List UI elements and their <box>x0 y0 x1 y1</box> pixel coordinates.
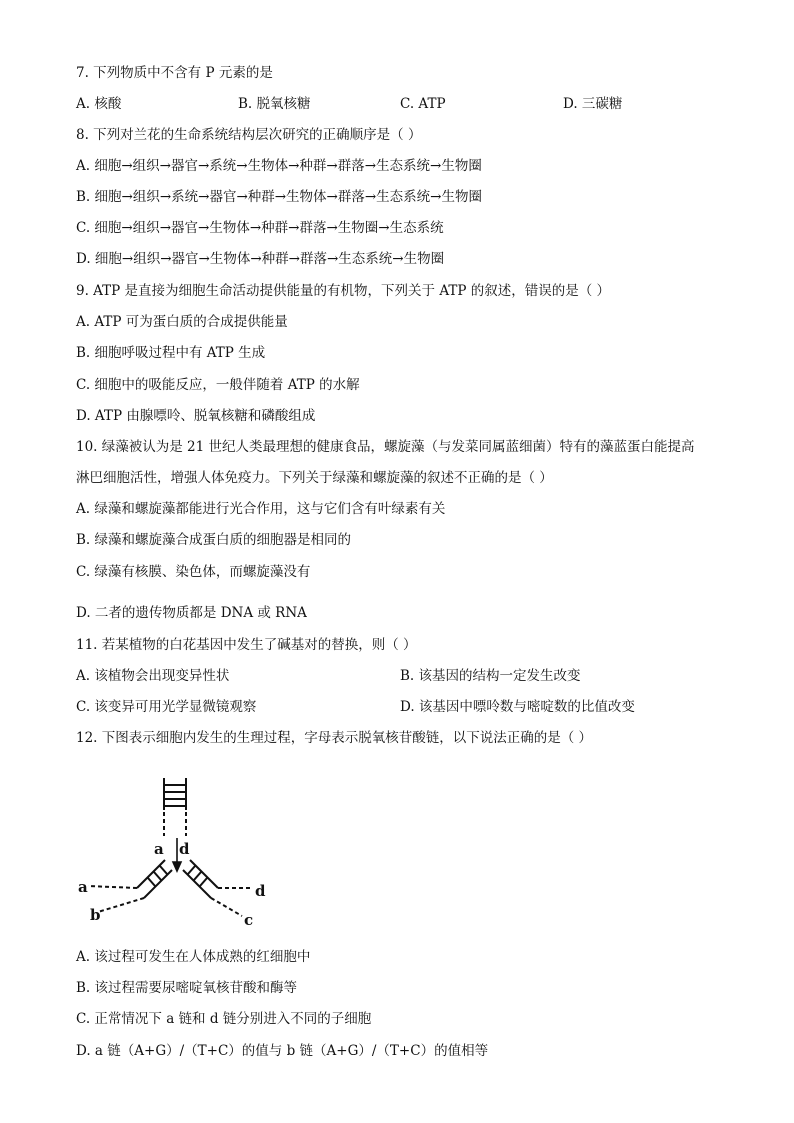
q8-option-c: C. 细胞→组织→器官→生物体→种群→群落→生物圈→生态系统 <box>76 220 444 236</box>
q9-option-a: A. ATP 可为蛋白质的合成提供能量 <box>76 314 288 330</box>
q10-option-b: B. 绿藻和螺旋藻合成蛋白质的细胞器是相同的 <box>76 532 352 548</box>
left-daughter-strands <box>88 860 172 912</box>
dna-replication-diagram <box>70 770 280 930</box>
q7-option-d: D. 三碳糖 <box>563 96 623 112</box>
q12-option-d: D. a 链（A+G）/（T+C）的值与 b 链（A+G）/（T+C）的值相等 <box>76 1043 489 1059</box>
q11-stem: 11. 若某植物的白花基因中发生了碱基对的替换，则（ ） <box>76 637 417 653</box>
right-daughter-strands <box>183 860 252 916</box>
q9-option-d: D. ATP 由腺嘌呤、脱氧核糖和磷酸组成 <box>76 408 316 424</box>
q9-stem: 9. ATP 是直接为细胞生命活动提供能量的有机物，下列关于 ATP 的叙述，错误的是（ ） <box>76 283 611 299</box>
q9-option-c: C. 细胞中的吸能反应，一般伴随着 ATP 的水解 <box>76 377 360 393</box>
q7-option-c: C. ATP <box>400 96 446 112</box>
q7-option-a: A. 核酸 <box>76 96 122 112</box>
label-a-left: a <box>78 878 88 896</box>
label-d-right: d <box>255 882 266 900</box>
q12-stem: 12. 下图表示细胞内发生的生理过程，字母表示脱氧核苷酸链，以下说法正确的是（ ） <box>76 730 593 746</box>
q10-option-d: D. 二者的遗传物质都是 DNA 或 RNA <box>76 605 307 621</box>
q10-stem-line2: 淋巴细胞活性，增强人体免疫力。下列关于绿藻和螺旋藻的叙述不正确的是（ ） <box>76 470 553 486</box>
q11-option-a: A. 该植物会出现变异性状 <box>76 668 230 684</box>
q10-stem-line1: 10. 绿藻被认为是 21 世纪人类最理想的健康食品，螺旋藻（与发菜同属蓝细菌）特有的藻蓝蛋白能提高 <box>76 439 695 455</box>
q10-option-c: C. 绿藻有核膜、染色体，而螺旋藻没有 <box>76 564 311 580</box>
q8-option-b: B. 细胞→组织→系统→器官→种群→生物体→群落→生态系统→生物圈 <box>76 189 482 205</box>
label-b-left: b <box>90 906 101 924</box>
q11-option-c: C. 该变异可用光学显微镜观察 <box>76 699 257 715</box>
label-a-top: a <box>154 840 164 858</box>
q12-option-c: C. 正常情况下 a 链和 d 链分别进入不同的子细胞 <box>76 1011 372 1027</box>
q7-option-b: B. 脱氧核糖 <box>238 96 311 112</box>
q7-stem: 7. 下列物质中不含有 P 元素的是 <box>76 65 273 81</box>
q9-option-b: B. 细胞呼吸过程中有 ATP 生成 <box>76 345 266 361</box>
q12-option-b: B. 该过程需要尿嘧啶氧核苷酸和酶等 <box>76 980 298 996</box>
q11-option-d: D. 该基因中嘌呤数与嘧啶数的比值改变 <box>400 699 635 715</box>
q10-option-a: A. 绿藻和螺旋藻都能进行光合作用，这与它们含有叶绿素有关 <box>76 501 446 517</box>
q12-option-a: A. 该过程可发生在人体成熟的红细胞中 <box>76 949 311 965</box>
q8-option-d: D. 细胞→组织→器官→生物体→种群→群落→生态系统→生物圈 <box>76 251 445 267</box>
q8-option-a: A. 细胞→组织→器官→系统→生物体→种群→群落→生态系统→生物圈 <box>76 158 482 174</box>
label-d-top: d <box>179 840 190 858</box>
parental-double-strand <box>164 778 186 836</box>
label-c-right: c <box>244 911 254 929</box>
q11-option-b: B. 该基因的结构一定发生改变 <box>400 668 581 684</box>
q8-stem: 8. 下列对兰花的生命系统结构层次研究的正确顺序是（ ） <box>76 127 422 143</box>
